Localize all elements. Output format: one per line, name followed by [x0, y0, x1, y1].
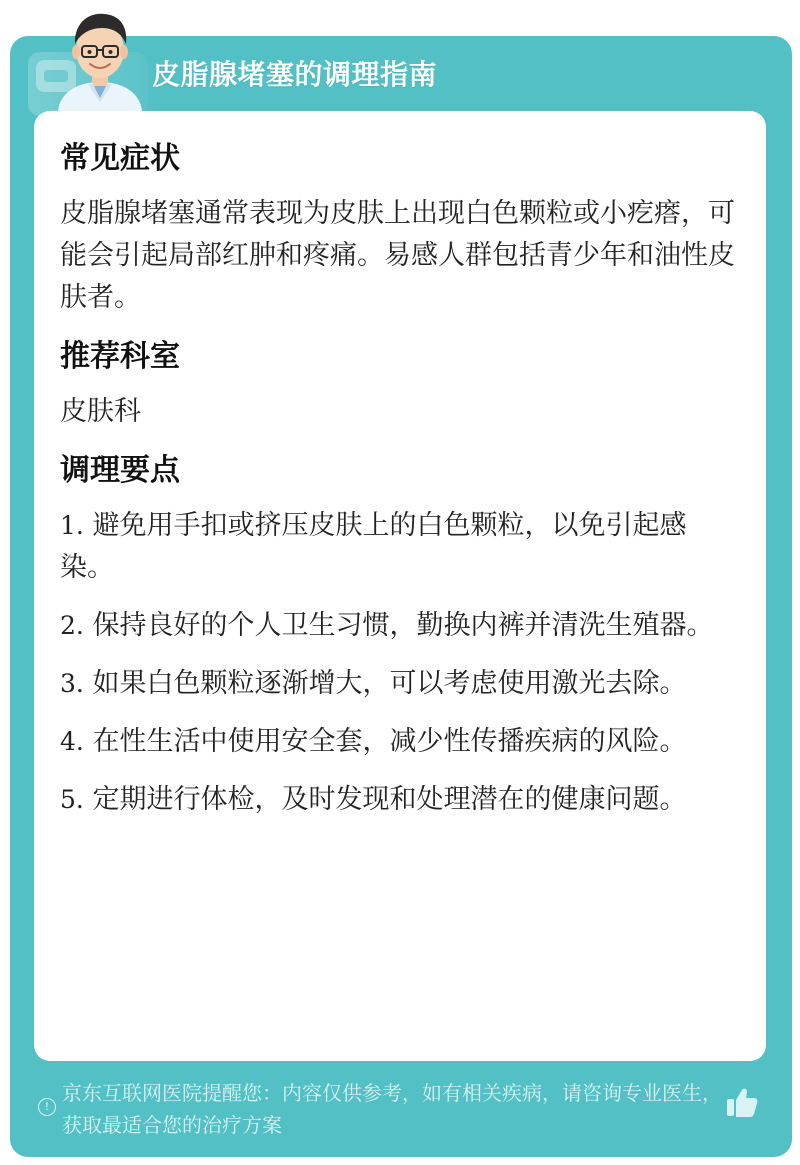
- disclaimer-text: 京东互联网医院提醒您：内容仅供参考，如有相关疾病，请咨询专业医生，获取最适合您的治疗方案: [62, 1081, 722, 1137]
- care-item-number: 1.: [60, 511, 84, 540]
- care-item-number: 4.: [60, 727, 84, 756]
- info-icon: !: [38, 1098, 56, 1116]
- symptoms-text: 皮脂腺堵塞通常表现为皮肤上出现白色颗粒或小疙瘩，可能会引起局部红肿和疼痛。易感人群包括青少年和油性皮肤者。: [60, 198, 735, 313]
- thumbs-up-icon[interactable]: [724, 1084, 760, 1120]
- doctor-avatar: [50, 6, 150, 111]
- care-item-text: 如果白色颗粒逐渐增大，可以考虑使用激光去除。: [92, 668, 687, 699]
- care-item: [60, 779, 740, 821]
- department-heading: 推荐科室: [60, 339, 180, 374]
- department-text: 皮肤科: [60, 396, 141, 427]
- care-item: [60, 505, 740, 589]
- care-item: [60, 663, 740, 705]
- symptoms-heading: 常见症状: [60, 141, 180, 176]
- page-title: 皮脂腺堵塞的调理指南: [152, 58, 438, 91]
- care-item: [60, 605, 740, 647]
- care-item-text: 定期进行体检，及时发现和处理潜在的健康问题。: [92, 784, 687, 815]
- care-item-text: 在性生活中使用安全套，减少性传播疾病的风险。: [92, 726, 687, 757]
- care-item: [60, 721, 740, 763]
- content-card: [34, 111, 766, 1061]
- care-item-text: 保持良好的个人卫生习惯，勤换内裤并清洗生殖器。: [92, 610, 714, 641]
- care-item-text: 避免用手扣或挤压皮肤上的白色颗粒，以免引起感染。: [60, 510, 687, 583]
- care-item-number: 5.: [60, 785, 84, 814]
- care-item-number: 2.: [60, 611, 84, 640]
- care-item-number: 3.: [60, 669, 84, 698]
- care-heading: 调理要点: [60, 453, 180, 488]
